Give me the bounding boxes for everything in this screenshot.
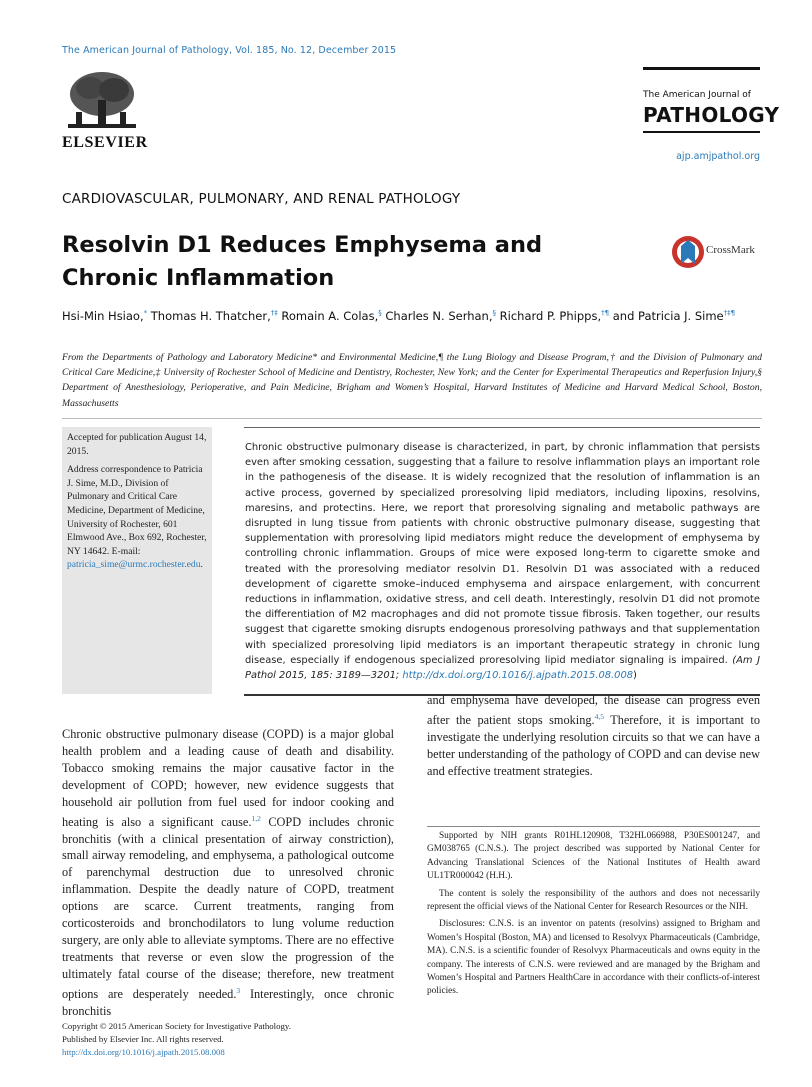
author-name: and Patricia J. Sime [612,309,724,323]
sidebar-text [67,431,209,577]
copyright-line: Copyright © 2015 American Society for Investigative Pathology. [62,1021,291,1031]
publisher-line: Published by Elsevier Inc. All rights reserved. [62,1034,224,1045]
masthead-rule-bottom [643,131,760,133]
author-list [62,309,762,323]
footer-doi-link[interactable]: http://dx.doi.org/10.1016/j.ajpath.2015.08.008 [62,1047,225,1058]
body-text: Interestingly, once chronic bronchitis [62,986,394,1018]
author-name: Richard P. Phipps, [499,309,602,323]
journal-citation: The American Journal of Pathology, Vol. 185, No. 12, December 2015 [62,45,397,56]
body-column-left [62,726,394,1020]
footnote-disclosures: Disclosures: C.N.S. is an inventor on patents (resolvins) assigned to Brigham and Women’s Hospital (Boston, MA) and licensed to Resolvyx Pharmaceuticals (Cambridge, MA). C.N.S. is a scientific founder of Resolvyx Pharmaceuticals and owns equity in the company. The interests of C.N.S. were reviewed and are managed by the Brigham and Women’s Hospital and Partners HealthCare in accordance with their conflicts-of-interest policies. [427,919,760,997]
correspondence-end: . [200,559,203,571]
correspondence-text: Address correspondence to Patricia J. Sime, M.D., Division of Pulmonary and Critical Care Medicine, Department of Medicine, University of Rochester, 601 Elmwood Ave., Box 692, Rochester, NY 14642. E-mail: [67,464,207,557]
abstract-doi-link[interactable]: http://dx.doi.org/10.1016/j.ajpath.2015.08.008 [402,670,634,682]
article-title: Resolvin D1 Reduces Emphysema and Chronic Inflammation [62,232,543,291]
author-affiliation-mark: § [378,309,382,318]
journal-name-big: PATHOLOGY [643,103,780,127]
correspondence-address [67,463,209,572]
author-name: Thomas H. Thatcher, [150,309,271,323]
journal-name-small: The American Journal of [643,90,751,100]
affiliation-divider [62,418,762,419]
body-text: and emphysema have developed, the disease can progress even after the patient stops smoking. [427,693,760,727]
body-text: Therefore, it is important to investigate the underlying resolution circuits so that we can have a better understanding of the pathology of COPD and can devise new and effective treatment strategies. [427,713,760,778]
abstract-rule-top [244,427,760,428]
crossmark-label[interactable]: CrossMark [706,244,755,256]
abstract-citation: (Am J Pathol 2015, 185: 3189—3201; [245,654,760,682]
footnotes [427,830,760,1003]
masthead-rule-top [643,67,760,70]
footnote-support: Supported by NIH grants R01HL120908, T32HL066988, P30ES001247, and GM038765 (C.N.S.). The project described was supported by National Center for Advancing Translational Sciences of the National Institutes of Health award UL1TR000042 (H.H.). [427,831,760,882]
correspondence-email-link[interactable]: patricia_sime@urmc.rochester.edu [67,559,201,571]
elsevier-wordmark: ELSEVIER [62,134,148,151]
abstract-close: ) [633,670,637,682]
page-footer [62,1020,402,1060]
section-heading: CARDIOVASCULAR, PULMONARY, AND RENAL PATHOLOGY [62,191,461,207]
author-name: Romain A. Colas, [281,309,379,323]
body-text: Chronic obstructive pulmonary disease (COPD) is a major global health problem and a leading cause of death and disability. Tobacco smoking remains the major causative factor in the development of COPD; however, new evidence suggests that household air pollution from fuel used for indoor cooking and heating is also a significant cause. [62,727,394,829]
abstract-body: Chronic obstructive pulmonary disease is characterized, in part, by chronic inflammation that persists even after smoking cessation, suggesting that a failure to resolve inflammation plays an important role in the pathogenesis of the disease. It is widely recognized that the resolution of inflammation is an active process, governed by specialized proresolving lipid mediators, including lipoxins, resolvins, maresins, and protectins. Here, we report that proresolving signaling and metabolic pathways are disrupted in lung tissue from patients with chronic obstructive pulmonary disease, suggesting that supplementation with proresolving lipid mediators might reduce the development of emphysema by controlling chronic inflammation. Groups of mice were exposed long-term to cigarette smoke and treated with the proresolving mediator resolvin D1. Resolvin D1 was associated with a reduced development of cigarette smoke–induced emphysema and airspace enlargement, with concurrent reductions in inflammation, oxidative stress, and cell death. Interestingly, resolvin D1 did not promote the differentiation of M2 macrophages and did not promote tissue fibrosis. Taken together, our results suggest that cigarette smoking disrupts endogenous proresolving pathways and that supplementation with specialized proresolving lipid mediators is an important therapeutic strategy in chronic lung disease, especially if endogenous specialized proresolving lipid mediator signaling is impaired. [245,442,760,666]
author-affiliation-mark: § [492,309,496,318]
author-name: Charles N. Serhan, [385,309,493,323]
accepted-date: Accepted for publication August 14, 2015. [67,432,207,457]
body-text: COPD includes chronic bronchitis (with a clinical presentation of airway constriction), small airway remodeling, and emphysema, a pathological outcome of parenchymal destruction due to unresolved chronic inflammation. Despite the deadly nature of COPD, treatment options are scarce. Current treatments, ranging from corticosteroids and bronchodilators to lung volume reduction surgery, are only able to alleviate symptoms. There are no effective treatments that reverse or even slow the progression of the ultimately fatal course of the disease; therefore, new treatment options are desperately needed. [62,814,394,1001]
author-affiliation-mark: * [143,309,148,318]
reference-link[interactable]: 4,5 [594,711,604,721]
author-affiliation-mark: †¶ [601,309,610,318]
reference-link[interactable]: 1,2 [251,813,261,823]
abstract [245,440,760,683]
author-affiliation-mark: †‡¶ [723,309,736,318]
footnote-divider [427,826,760,827]
author-affiliation-mark: †‡ [270,309,278,318]
footnote-content: The content is solely the responsibility of the authors and does not necessarily represent the official views of the National Center for Research Resources or the NIH. [427,888,760,913]
journal-url-link[interactable]: ajp.amjpathol.org [676,151,760,162]
reference-link[interactable]: 3 [236,985,241,995]
author-name: Hsi-Min Hsiao, [62,309,144,323]
affiliations: From the Departments of Pathology and Laboratory Medicine* and Environmental Medicine,¶ the Lung Biology and Disease Program,† and the Division of Pulmonary and Critical Care Medicine,‡ University of Rochester School of Medicine and Dentistry, Rochester, New York; and the Center for Experimental Therapeutics and Reperfusion Injury,§ Department of Anesthesiology, Perioperative, and Pain Medicine, Brigham and Women’s Hospital, Harvard Institutes of Medicine and Harvard Medical School, Boston, Massachusetts [62,352,762,409]
body-column-right [427,692,760,780]
